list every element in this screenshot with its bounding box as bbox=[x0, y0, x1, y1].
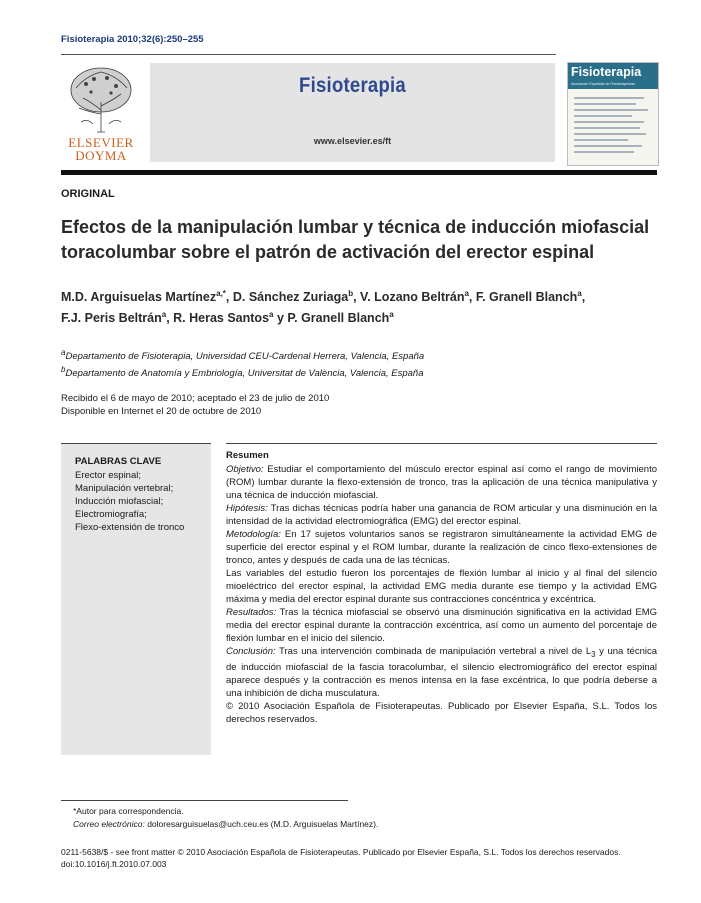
abstract-hypothesis: Hipótesis: Tras dichas técnicas podría haber una ganancia de ROM articular y una disminución en la intensidad de la actividad electromiográfica (EMG) del erector espinal. bbox=[226, 503, 657, 527]
header-divider bbox=[61, 54, 556, 55]
author-name: D. Sánchez Zuriaga bbox=[232, 290, 349, 305]
online-date: Disponible en Internet el 20 de octubre de 2010 bbox=[61, 406, 262, 417]
article-dates bbox=[61, 392, 661, 418]
abstract-variables: Las variables del estudio fueron los porcentajes de flexión lumbar al inicio y al final del silencio mioeléctrico del erector espinal, la actividad EMG media durante ese tiempo y la actividad EMG máxima y media del erector espinal durante sus contracciones concéntrica y excéntrica. bbox=[226, 568, 657, 605]
author-name: F. Granell Blanch bbox=[475, 290, 578, 305]
abstract-objective: Objetivo: Estudiar el comportamiento del músculo erector espinal así como el rango de movimiento (ROM) lumbar durante la flexo-extensión de tronco, tras la aplicación de una técnica manipulativa y una técnica de inducción miofascial. bbox=[226, 464, 657, 501]
abstract-top-rule bbox=[226, 443, 657, 444]
affiliation-item: $^b$Departamento de Anatomía y Embriología, Universitat de València, Valencia, España bbox=[61, 365, 424, 380]
author-name: F.J. Peris Beltrán bbox=[61, 311, 162, 326]
author-separator: , bbox=[353, 290, 361, 305]
abstract-results: Resultados: Tras la técnica miofascial se observó una disminución significativa en la actividad EMG media del erector espinal durante la contracción excéntrica, así como un aumento del porcentaje de flexión lumbar en el inicio del silencio. bbox=[226, 607, 658, 644]
author-name: M.D. Arguisuelas Martínez bbox=[61, 290, 217, 305]
logo-line-elsevier: ELSEVIER bbox=[68, 135, 134, 150]
affiliation-item: $^a$Departamento de Fisioterapia, Universidad CEU-Cardenal Herrera, Valencia, España bbox=[61, 348, 425, 363]
cover-title: Fisioterapia bbox=[571, 65, 642, 79]
abstract-heading: Resumen bbox=[226, 450, 269, 461]
doi-link[interactable]: doi:10.1016/j.ft.2010.07.003 bbox=[61, 859, 167, 869]
author-separator: , bbox=[225, 290, 233, 305]
footnote-rule bbox=[61, 800, 348, 801]
received-date: Recibido el 6 de mayo de 2010; aceptado el 23 de julio de 2010 bbox=[61, 393, 330, 404]
publisher-logo-text bbox=[61, 136, 141, 162]
keywords-list bbox=[75, 469, 205, 534]
author-separator: , bbox=[166, 311, 174, 326]
footnote bbox=[61, 805, 661, 831]
keyword-item: Erector espinal; bbox=[75, 470, 142, 481]
author-affil-mark[interactable]: a bbox=[577, 289, 582, 298]
author-separator: y bbox=[273, 311, 288, 326]
section-label: ORIGINAL bbox=[61, 188, 115, 200]
journal-url[interactable]: www.elsevier.es/ft bbox=[313, 136, 392, 146]
author-affil-mark[interactable]: b bbox=[348, 289, 354, 298]
journal-reference: Fisioterapia 2010;32(6):250–255 bbox=[61, 34, 204, 45]
author-affil-mark[interactable]: a bbox=[269, 310, 274, 320]
author-name: P. Granell Blanch bbox=[287, 311, 390, 326]
issn-line: 0211-5638/$ - see front matter © 2010 Asociación Española de Fisioterapeutas. Publicado por Elsevier España, S.L. Todos los derechos reservados. bbox=[61, 847, 621, 857]
abstract-body bbox=[226, 463, 657, 726]
author-affil-mark[interactable]: a bbox=[389, 310, 394, 320]
author-affil-mark[interactable]: a,* bbox=[216, 289, 226, 298]
author-affil-mark[interactable]: a bbox=[464, 289, 469, 298]
abstract-copyright: © 2010 Asociación Española de Fisioterapeutas. Publicado por Elsevier España, S.L. Todos los derechos reservados. bbox=[226, 700, 657, 725]
cover-subtitle: Asociación Española de Fisioterapeutas bbox=[571, 82, 635, 86]
abstract-conclusion: Conclusión: Tras una intervención combinada de manipulación vertebral a nivel de $L_3$ y una técnica de inducción miofascial de la fascia toracolumbar, el silencio electromiográfico del erector espinal aparece después y la contracción es menos intensa en la fase excéntrica, lo que podría deberse a una inhibición de dicha musculatura. bbox=[226, 646, 657, 699]
keywords-heading: PALABRAS CLAVE bbox=[75, 456, 162, 467]
keyword-item: Manipulación vertebral; bbox=[75, 483, 174, 494]
abstract-methodology: Metodología: En 17 sujetos voluntarios sanos se registraron simultáneamente la actividad EMG de superficie del erector espinal y el ROM lumbar, durante la realización de cinco flexo-extensiones de tronco, antes y después de cada una de las técnicas. bbox=[226, 529, 657, 566]
email-line: Correo electrónico: doloresarguisuelas@uch.ceu.es (M.D. Arguisuelas Martínez). bbox=[73, 819, 379, 829]
author-separator: , bbox=[581, 290, 586, 305]
keyword-item: Electromiografía; bbox=[75, 509, 147, 520]
affiliations bbox=[61, 346, 661, 380]
keyword-item: Flexo-extensión de tronco bbox=[75, 522, 185, 533]
email-link[interactable]: doloresarguisuelas@uch.ceu.es (M.D. Arguisuelas Martínez). bbox=[147, 819, 379, 829]
keywords-top-rule bbox=[61, 443, 211, 444]
journal-title: Fisioterapia bbox=[299, 74, 406, 97]
corresponding-author-note: *Autor para correspondencia. bbox=[73, 806, 184, 816]
author-name: R. Heras Santos bbox=[173, 311, 270, 326]
author-name: V. Lozano Beltrán bbox=[360, 290, 465, 305]
header-thick-rule bbox=[61, 170, 657, 175]
logo-line-doyma: DOYMA bbox=[75, 148, 127, 163]
author-separator: , bbox=[468, 290, 476, 305]
article-title: Efectos de la manipulación lumbar y técnica de inducción miofascial toracolumbar sobre el patrón de activación del erector espinal bbox=[61, 217, 650, 262]
journal-cover-thumbnail bbox=[567, 62, 659, 166]
author-list bbox=[61, 285, 661, 327]
author-affil-mark[interactable]: a bbox=[161, 310, 167, 320]
keyword-item: Inducción miofascial; bbox=[75, 496, 164, 507]
footer-copyright bbox=[61, 846, 661, 870]
